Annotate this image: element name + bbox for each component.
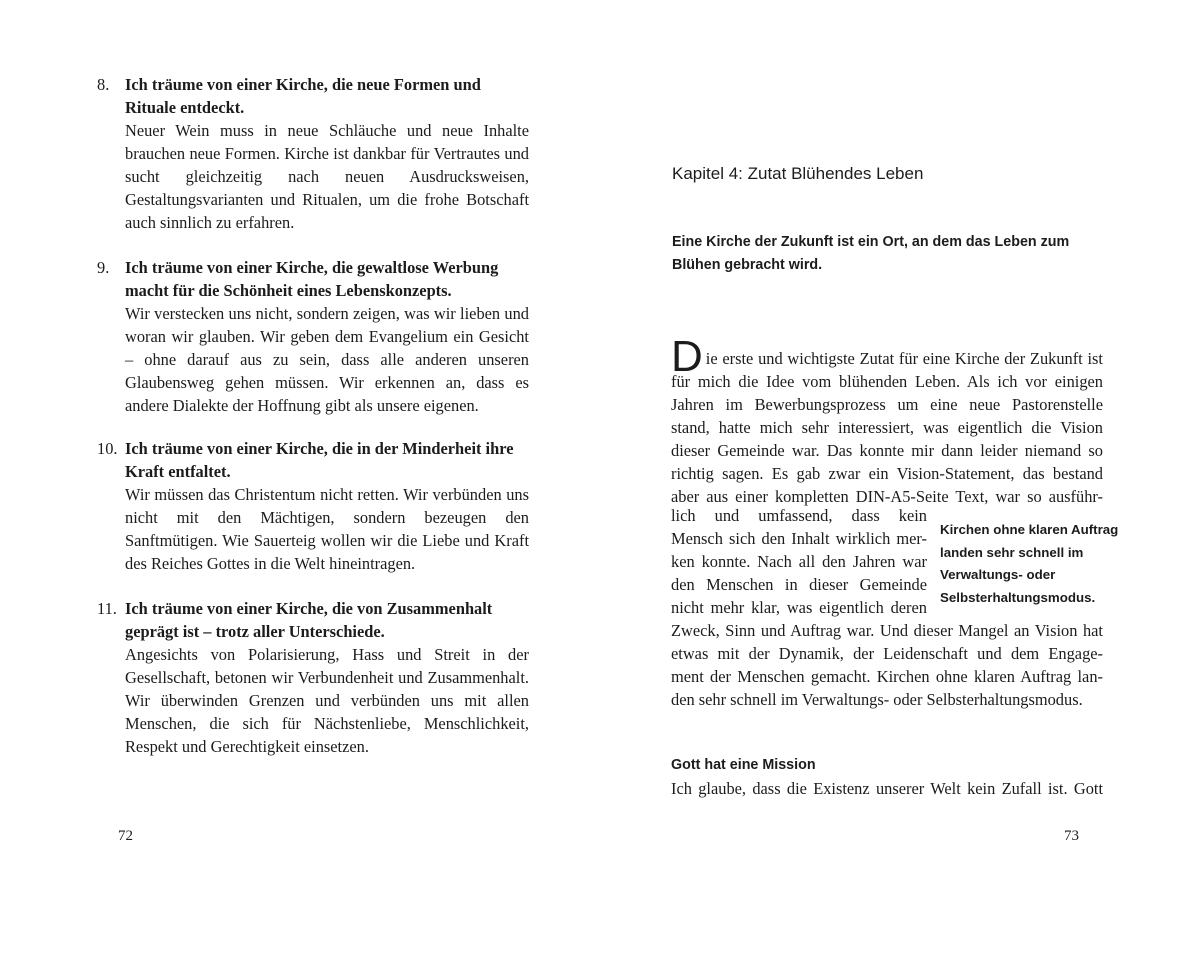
body-line: ken konnte. Nach all den Jahren war [671, 552, 927, 571]
body-line: Jahren im Bewerbungsprozess um eine neue Pastorenstelle [671, 395, 1103, 414]
body-line: den Menschen in dieser Gemeinde [671, 575, 927, 594]
lead-paragraph: Eine Kirche der Zukunft ist ein Ort, an dem das Leben zum Blühen gebracht wird. [672, 234, 1070, 273]
item-heading: Ich träume von einer Kirche, die von Zusammenhalt geprägt ist – trotz aller Unterschiede. [125, 599, 493, 641]
body-line: stand, hatte mich sehr interessiert, was eigentlich die Vision [671, 418, 1103, 437]
body-line: lich und umfassend, dass kein [671, 506, 927, 525]
item-number: 8. [97, 75, 110, 94]
body-line: den sehr schnell im Verwaltungs- oder Selbsterhaltungsmodus. [671, 690, 1083, 709]
item-number: 9. [97, 258, 110, 277]
item-text: Angesichts von Polarisierung, Hass und Streit in der Gesellschaft, betonen wir Verbundenheit und Zusammenhalt. Wir überwinden Grenzen und verbünden uns mit allen Menschen, die sich für Nächstenliebe, Menschlichkeit, Respekt und Gerechtigkeit einsetzen. [125, 645, 529, 756]
body-lines-narrow [671, 504, 927, 619]
list-item-11 [97, 597, 529, 758]
list-item-10 [97, 437, 529, 575]
body-line: etwas mit der Dynamik, der Leidenschaft und dem Engage- [671, 644, 1103, 663]
list-item-8 [97, 73, 529, 234]
item-text: Neuer Wein muss in neue Schläuche und neue Inhalte brauchen neue Formen. Kirche ist dankbar für Vertrautes und sucht gleichzeitig nach neuen Ausdrucksweisen, Gestaltungsvarianten und Ritualen, um die frohe Botschaft auch sinnlich zu erfahren. [125, 121, 529, 232]
body-line: nicht mehr klar, was eigentlich deren [671, 598, 927, 617]
body-line: Zweck, Sinn und Auftrag war. Und dieser Mangel an Vision hat [671, 621, 1103, 640]
section-heading: Gott hat eine Mission [671, 757, 816, 773]
item-number: 11. [97, 599, 117, 618]
item-heading: Ich träume von einer Kirche, die in der Minderheit ihre Kraft entfaltet. [125, 439, 514, 481]
item-text: Wir müssen das Christentum nicht retten. Wir verbünden uns nicht mit den Mächtigen, sondern bezeugen den Sanftmütigen. Wie Sauerteig wollen wir die Liebe und Kraft des Reiches Gottes in die Welt hineintragen. [125, 485, 529, 573]
body-line: dieser Gemeinde war. Das konnte mir dann leider niemand so [671, 441, 1103, 460]
body-line: ie erste und wichtigste Zutat für eine Kirche der Zukunft ist [705, 349, 1103, 368]
item-heading: Ich träume von einer Kirche, die gewaltlose Werbung macht für die Schönheit eines Lebenskonzepts. [125, 258, 499, 300]
drop-cap: D [671, 332, 703, 381]
item-heading: Ich träume von einer Kirche, die neue Formen und Rituale entdeckt. [125, 75, 481, 117]
body-line: für mich die Idee vom blühenden Leben. Als ich vor einigen [671, 372, 1103, 391]
body-line: richtig sagen. Es gab zwar ein Vision-Statement, das bestand [671, 464, 1103, 483]
chapter-title: Kapitel 4: Zutat Blühendes Leben [672, 164, 924, 183]
body-line: aber aus einer kompletten DIN-A5-Seite Text, war so ausführ- [671, 487, 1103, 506]
list-item-9 [97, 256, 529, 417]
page-number-left: 72 [118, 828, 133, 844]
body-line: Mensch sich den Inhalt wirklich mer- [671, 529, 927, 548]
item-text: Wir verstecken uns nicht, sondern zeigen, was wir lieben und woran wir glauben. Wir geben dem Evangelium ein Gesicht – ohne darauf aus zu sein, dass alle anderen unseren Glaubensweg gehen müssen. Wir erkennen an, dass es andere Dialekte der Hoffnung gibt als unsere eigenen. [125, 304, 529, 415]
body-lines [671, 370, 1103, 508]
item-number: 10. [97, 439, 118, 458]
body-line: ment der Menschen gemacht. Kirchen ohne klaren Auftrag lan- [671, 667, 1103, 686]
body-line [671, 777, 1103, 800]
body-lines-continued [671, 619, 1103, 711]
pull-quote: Kirchen ohne klaren Auftrag landen sehr schnell im Verwaltungs- oder Selbsterhaltungsmodus. [940, 522, 1119, 605]
body-line-text: Ich glaube, dass die Existenz unserer Welt kein Zufall ist. Gott [671, 779, 1103, 798]
page-number-right: 73 [1064, 828, 1079, 844]
